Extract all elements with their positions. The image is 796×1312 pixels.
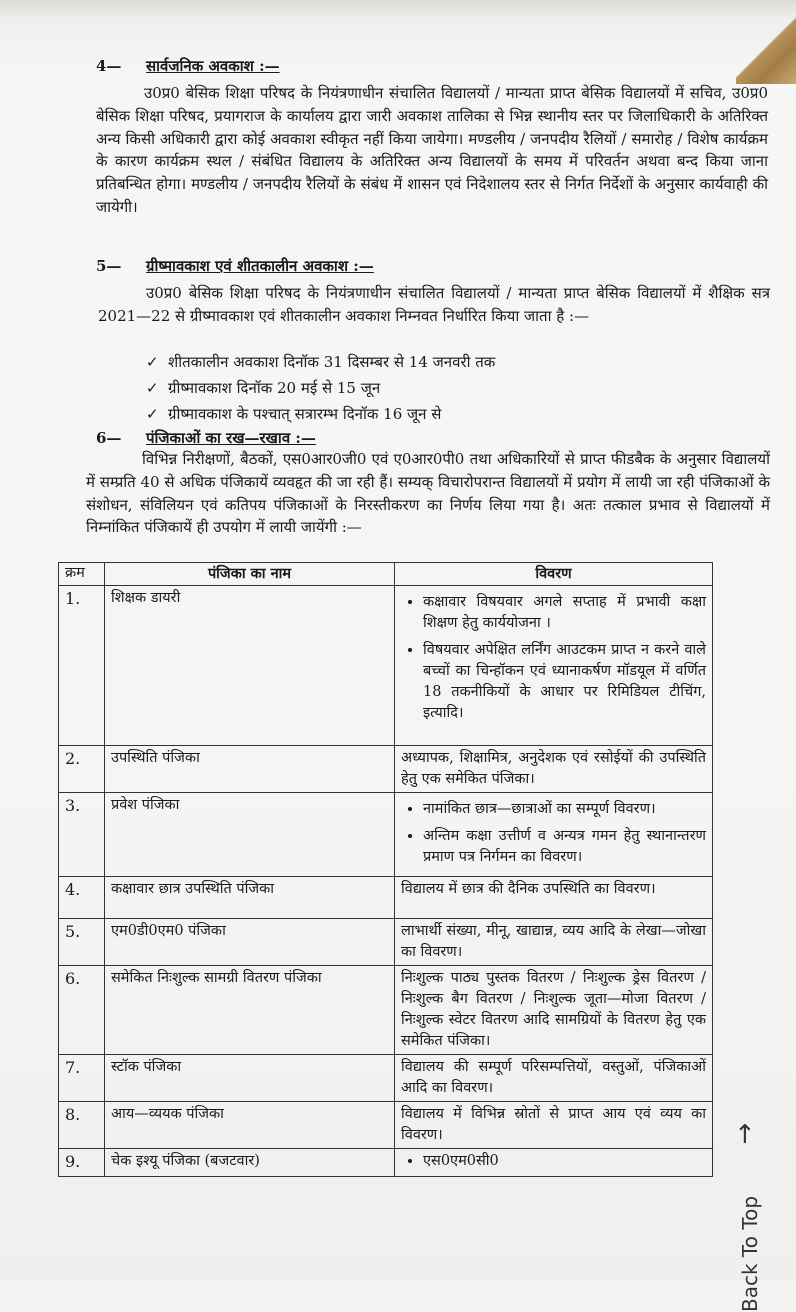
tick-item: ✓ ग्रीष्मावकाश दिनॉक 20 मई से 15 जून	[146, 379, 381, 397]
description-bullet: • विषयवार अपेक्षित लर्निंग आउटकम प्राप्त न करने वाले बच्चों का चिन्हॉकन एवं ध्यानाकर्षण मॉडयूल में वर्णित 18 तकनीकियों के आधार पर रिमिडियल टीचिंग, इत्यादि।	[423, 640, 706, 724]
row-number: 4.	[59, 877, 105, 919]
register-name: चेक इश्यू पंजिका (बजटवार)	[105, 1149, 395, 1177]
register-name: शिक्षक डायरी	[105, 586, 395, 746]
section-5-paragraph	[98, 282, 770, 328]
register-name: कक्षावार छात्र उपस्थिति पंजिका	[105, 877, 395, 919]
back-to-top-button[interactable]	[728, 1120, 768, 1312]
tick-item: ✓ ग्रीष्मावकाश के पश्चात् सत्रारम्भ दिनॉक 16 जून से	[146, 405, 442, 423]
register-name: आय—व्ययक पंजिका	[105, 1102, 395, 1149]
table-row	[59, 1149, 713, 1177]
register-name: समेकित निःशुल्क सामग्री वितरण पंजिका	[105, 966, 395, 1055]
header-register-name: पंजिका का नाम	[105, 563, 395, 586]
register-description	[395, 586, 713, 746]
checkmark-icon: ✓	[146, 353, 159, 371]
register-name: प्रवेश पंजिका	[105, 793, 395, 877]
header-serial: क्रम	[59, 563, 105, 586]
page-top-edge	[0, 0, 796, 16]
row-number: 1.	[59, 586, 105, 746]
section-6-text: विभिन्न निरीक्षणों, बैठकों, एस0आर0जी0 एवं ए0आर0पी0 तथा अधिकारियों से प्राप्त फीडबैक के अनुसार विद्यालयों में सम्प्रति 40 से अधिक पंजिकायें व्यवहृत की जा रही हैं। सम्यक् विचारोपरान्त विद्यालयों में प्रयोग में लायी जा रही पंजिकाओं के संशोधन, संविलियन एवं कतिपय पंजिकाओं के निरस्तीकरण का निर्णय लिया गया है। अतः तत्काल प्रभाव से विद्यालयों में निम्नांकित पंजिकायें ही उपयोग में लायी जायेंगी :—	[86, 450, 770, 537]
arrow-up-icon: ↑	[734, 1120, 756, 1150]
page-corner-shadow	[736, 14, 796, 84]
back-to-top-label: Back To Top	[738, 1195, 762, 1312]
tick-item: ✓ शीतकालीन अवकाश दिनॉक 31 दिसम्बर से 14 जनवरी तक	[146, 353, 496, 371]
table-row	[59, 1102, 713, 1149]
row-number: 7.	[59, 1055, 105, 1102]
section-5-text: उ0प्र0 बेसिक शिक्षा परिषद के नियंत्रणाधीन संचालित विद्यालयों / मान्यता प्राप्त बेसिक विद्यालयों में शैक्षिक सत्र 2021—22 से ग्रीष्मावकाश एवं शीतकालीन अवकाश निम्नवत निर्धारित किया जाता है :—	[98, 284, 770, 325]
register-name: स्टॉक पंजिका	[105, 1055, 395, 1102]
section-6-title: पंजिकाओं का रख—रखाव :—	[146, 429, 316, 447]
register-description: विद्यालय की सम्पूर्ण परिसम्पत्तियों, वस्तुओं, पंजिकाओं आदि का विवरण।	[395, 1055, 713, 1102]
row-number: 5.	[59, 919, 105, 966]
register-description: लाभार्थी संख्या, मीनू, खाद्यान्न, व्यय आदि के लेखा—जोखा का विवरण।	[395, 919, 713, 966]
description-bullet: • कक्षावार विषयवार अगले सप्ताह में प्रभावी कक्षा शिक्षण हेतु कार्ययोजना ।	[423, 592, 706, 634]
table-row	[59, 966, 713, 1055]
row-number: 6.	[59, 966, 105, 1055]
section-6-number: 6—	[96, 429, 122, 447]
register-table	[58, 562, 713, 1177]
section-5-number: 5—	[96, 257, 122, 275]
register-name: एम0डी0एम0 पंजिका	[105, 919, 395, 966]
description-bullet: • एस0एम0सी0	[423, 1151, 706, 1172]
section-4-heading	[96, 56, 280, 76]
table-row	[59, 793, 713, 877]
register-description	[395, 793, 713, 877]
register-description	[395, 1149, 713, 1177]
table-row	[59, 877, 713, 919]
register-name: उपस्थिति पंजिका	[105, 746, 395, 793]
register-description: विद्यालय में छात्र की दैनिक उपस्थिति का विवरण।	[395, 877, 713, 919]
section-6-paragraph	[86, 448, 770, 539]
table-row	[59, 1055, 713, 1102]
description-bullet: • अन्तिम कक्षा उत्तीर्ण व अन्यत्र गमन हेतु स्थानान्तरण प्रमाण पत्र निर्गमन का विवरण।	[423, 826, 706, 868]
checkmark-icon: ✓	[146, 379, 159, 397]
row-number: 2.	[59, 746, 105, 793]
section-6-heading	[96, 428, 316, 448]
section-5-heading	[96, 256, 374, 276]
table-header-row	[59, 563, 713, 586]
checkmark-icon: ✓	[146, 405, 159, 423]
table-row	[59, 746, 713, 793]
description-bullet: • नामांकित छात्र—छात्राओं का सम्पूर्ण विवरण।	[423, 799, 706, 820]
register-description: विद्यालय में विभिन्न स्रोतों से प्राप्त आय एवं व्यय का विवरण।	[395, 1102, 713, 1149]
section-4-number: 4—	[96, 57, 122, 75]
row-number: 9.	[59, 1149, 105, 1177]
section-4-title: सार्वजनिक अवकाश :—	[146, 57, 280, 75]
row-number: 3.	[59, 793, 105, 877]
table-row	[59, 919, 713, 966]
section-4-paragraph	[96, 82, 768, 219]
table-row	[59, 586, 713, 746]
register-description: निःशुल्क पाठ्य पुस्तक वितरण / निःशुल्क ड्रेस वितरण / निःशुल्क बैग वितरण / निःशुल्क जूता—मोजा वितरण / निःशुल्क स्वेटर वितरण आदि सामग्रियों के वितरण हेतु एक समेकित पंजिका।	[395, 966, 713, 1055]
section-4-text: उ0प्र0 बेसिक शिक्षा परिषद के नियंत्रणाधीन संचालित विद्यालयों / मान्यता प्राप्त बेसिक विद्यालयों में सचिव, उ0प्र0 बेसिक शिक्षा परिषद, प्रयागराज के कार्यालय द्वारा जारी अवकाश तालिका से भिन्न स्थानीय स्तर पर जिलाधिकारी के अतिरिक्त अन्य किसी अधिकारी द्वारा कोई अवकाश स्वीकृत नहीं किया जायेगा। मण्डलीय / जनपदीय रैलियों / समारोह / विशेष कार्यक्रम के कारण कार्यक्रम स्थल / संबंधित विद्यालय के अतिरिक्त अन्य विद्यालयों के समय में परिवर्तन अथवा बन्द किया जाना प्रतिबन्धित होगा। मण्डलीय / जनपदीय रैलियों के संबंध में शासन एवं निदेशालय स्तर से निर्गत निर्देशों के अनुसार कार्यवाही की जायेगी।	[96, 84, 768, 216]
register-description: अध्यापक, शिक्षामित्र, अनुदेशक एवं रसोईयों की उपस्थिति हेतु एक समेकित पंजिका।	[395, 746, 713, 793]
header-description: विवरण	[395, 563, 713, 586]
row-number: 8.	[59, 1102, 105, 1149]
section-5-title: ग्रीष्मावकाश एवं शीतकालीन अवकाश :—	[146, 257, 374, 275]
